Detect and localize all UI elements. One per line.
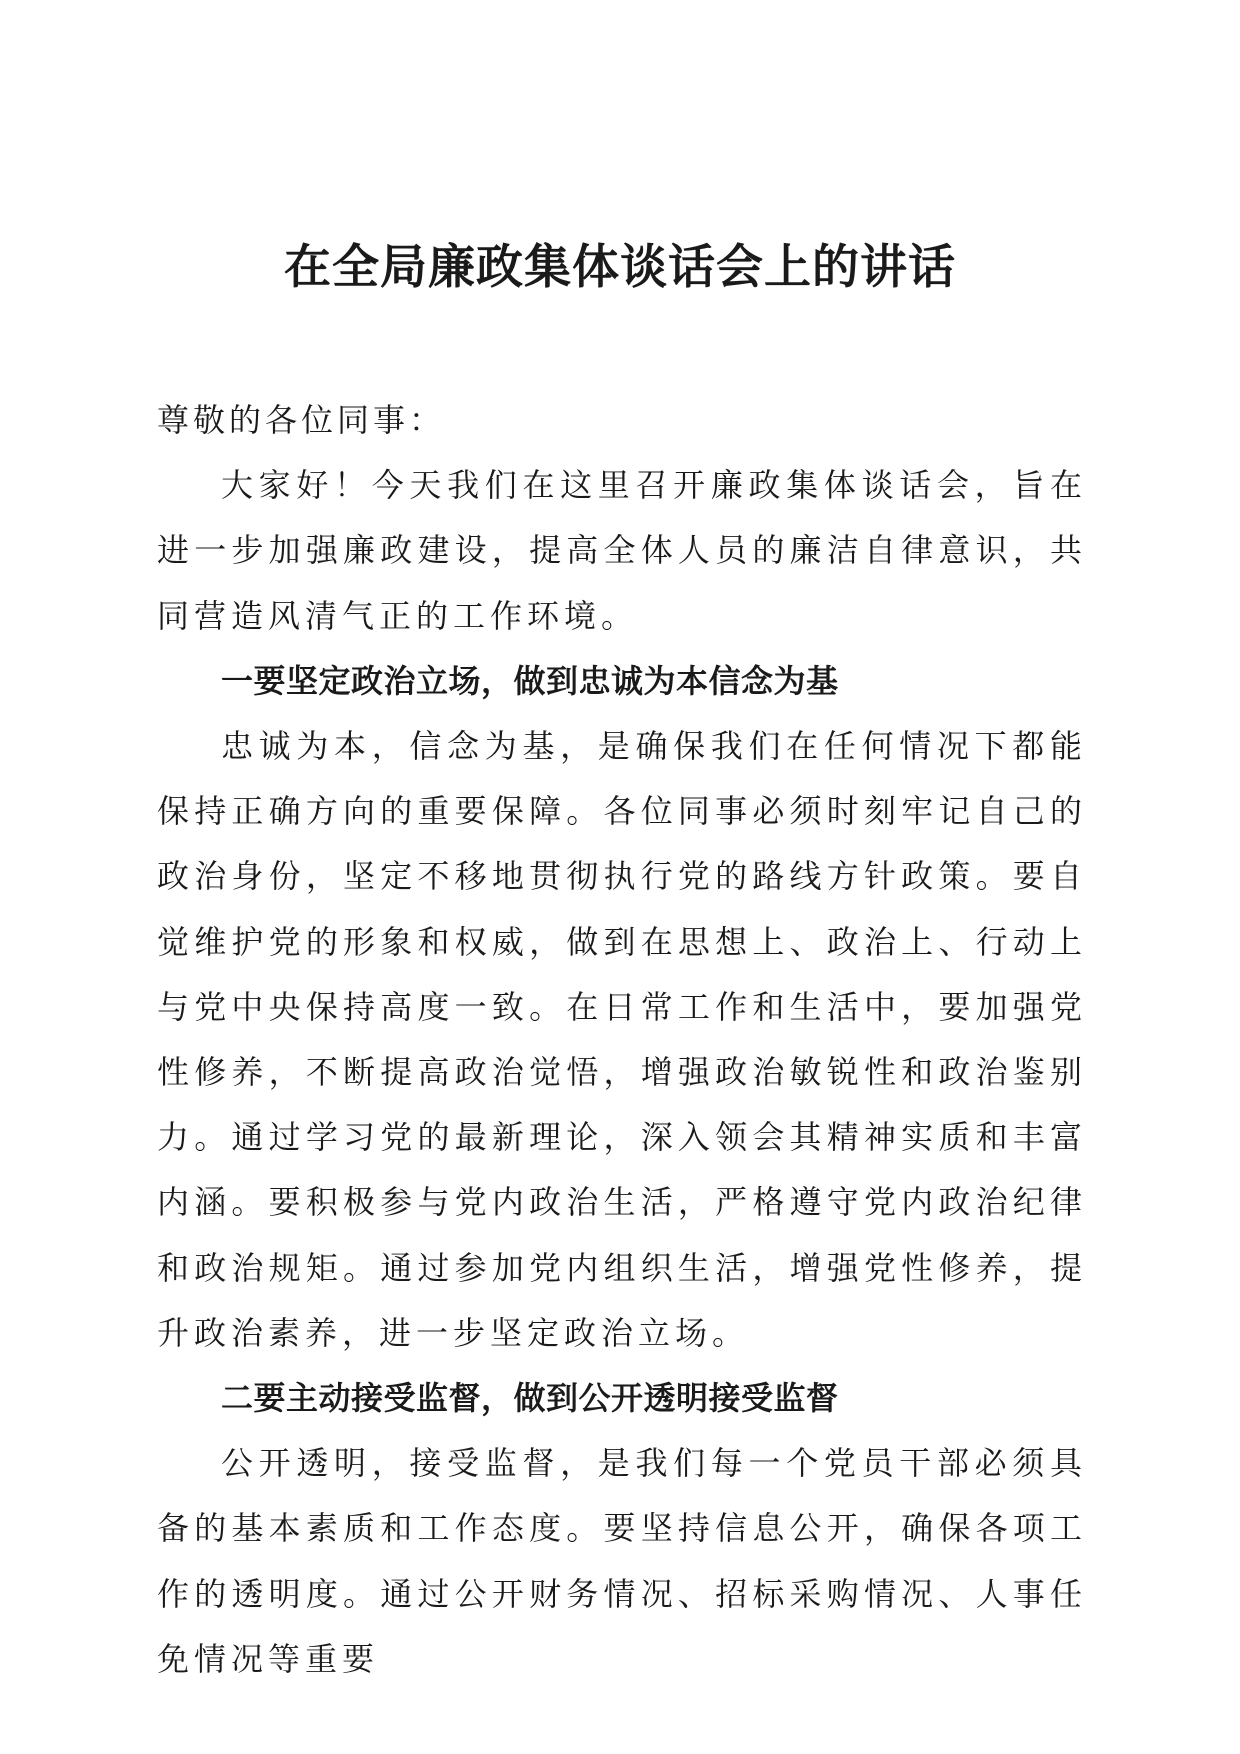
section-heading-1: 一要坚定政治立场，做到忠诚为本信念为基 bbox=[221, 661, 839, 700]
paragraph-section-1: 忠诚为本，信念为基，是确保我们在任何情况下都能保持正确方向的重要保障。各位同事必须时刻牢记自己的政治身份，坚定不移地贯彻执行党的路线方针政策。要自觉维护党的形象和权威，做到在思想上、政治上、行动上与党中央保持高度一致。在日常工作和生活中，要加强党性修养，不断提高政治觉悟，增强政治敏锐性和政治鉴别力。通过学习党的最新理论，深入领会其精神实质和丰富内涵。要积极参与党内政治生活，严格遵守党内政治纪律和政治规矩。通过参加党内组织生活，增强党性修养，提升政治素养，进一步坚定政治立场。 bbox=[157, 727, 1087, 1352]
section-heading-2: 二要主动接受监督，做到公开透明接受监督 bbox=[221, 1379, 839, 1418]
salutation: 尊敬的各位同事： bbox=[157, 401, 446, 439]
document-body bbox=[157, 388, 1087, 1692]
paragraph-opening: 大家好！今天我们在这里召开廉政集体谈话会，旨在进一步加强廉政建设，提高全体人员的廉洁自律意识，共同营造风清气正的工作环境。 bbox=[157, 466, 1087, 635]
paragraph-section-2: 公开透明，接受监督，是我们每一个党员干部必须具备的基本素质和工作态度。要坚持信息公开，确保各项工作的透明度。通过公开财务情况、招标采购情况、人事任免情况等重要 bbox=[157, 1444, 1087, 1678]
document-title: 在全局廉政集体谈话会上的讲话 bbox=[284, 240, 956, 295]
